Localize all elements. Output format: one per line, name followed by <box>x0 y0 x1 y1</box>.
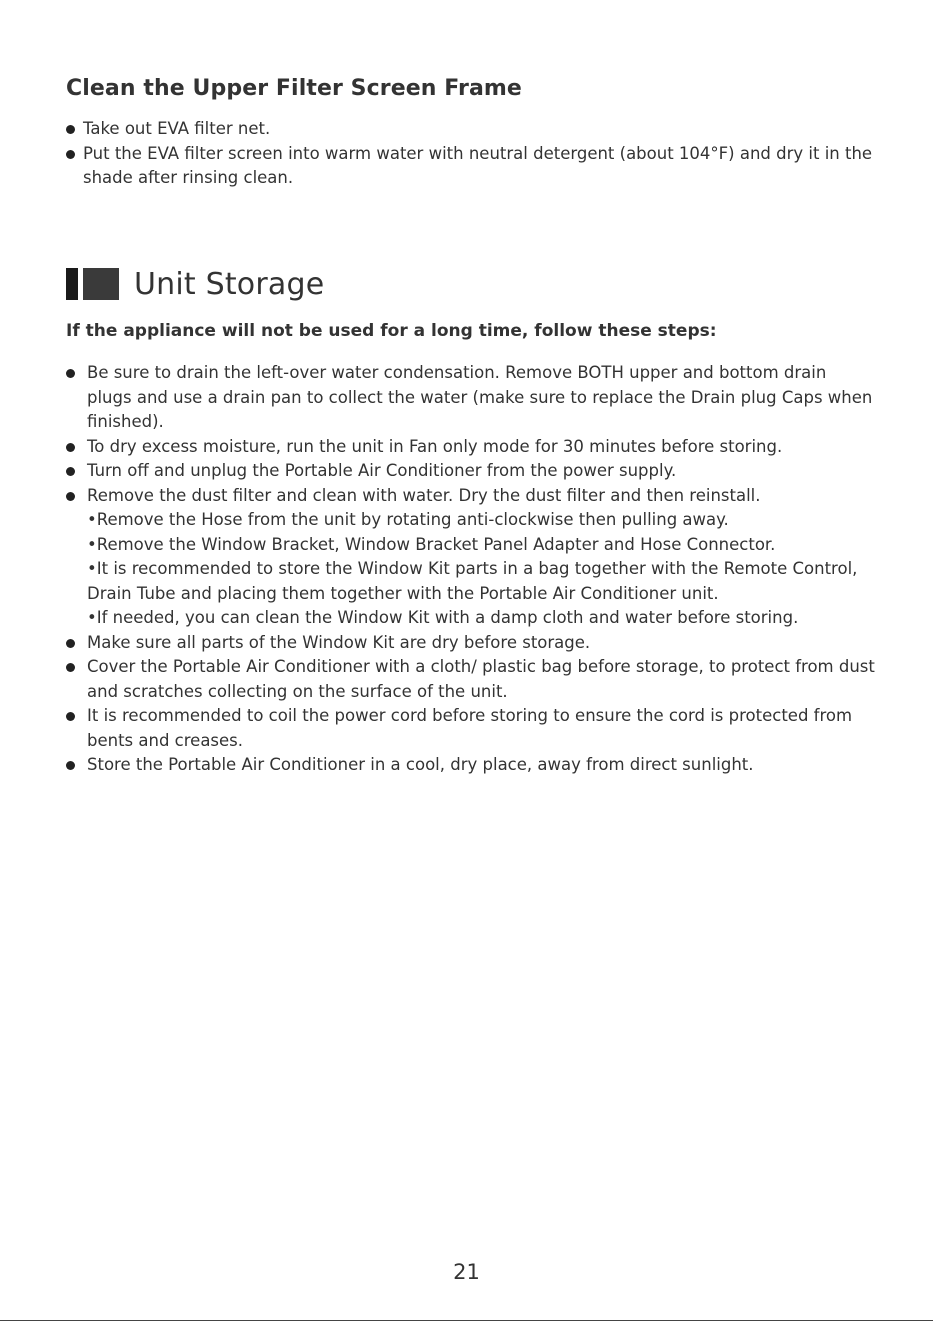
bullet-icon <box>66 467 75 476</box>
section-title-clean-filter: Clean the Upper Filter Screen Frame <box>66 76 522 101</box>
list-item <box>66 753 876 778</box>
page-bottom-divider <box>0 1320 933 1321</box>
heading-block-icon <box>83 268 119 300</box>
list-item-text: Put the EVA filter screen into warm water with neutral detergent (about 104°F) and dry it in the shade after rinsing clean. <box>83 143 873 187</box>
storage-steps-list <box>66 361 876 778</box>
clean-filter-list <box>66 117 886 191</box>
sub-item: •It is recommended to store the Window Kit parts in a bag together with the Remote Control, Drain Tube and placing them together with the Portable Air Conditioner unit. <box>87 559 858 603</box>
list-item-text: Make sure all parts of the Window Kit are dry before storage. <box>87 632 591 652</box>
list-item-text: Cover the Portable Air Conditioner with a cloth/ plastic bag before storage, to protect from dust and scratches collecting on the surface of the unit. <box>87 657 875 701</box>
bullet-icon <box>66 125 75 134</box>
bullet-icon <box>66 712 75 721</box>
bullet-icon <box>66 639 75 648</box>
bullet-icon <box>66 492 75 501</box>
sub-item: •Remove the Window Bracket, Window Bracket Panel Adapter and Hose Connector. <box>87 534 776 554</box>
list-item <box>66 459 876 484</box>
list-item-text: Remove the dust filter and clean with water. Dry the dust filter and then reinstall. <box>87 485 761 505</box>
list-item <box>66 361 876 435</box>
list-item-text: Store the Portable Air Conditioner in a cool, dry place, away from direct sunlight. <box>87 755 754 774</box>
bullet-icon <box>66 443 75 452</box>
sub-item: •Remove the Hose from the unit by rotating anti-clockwise then pulling away. <box>87 510 729 529</box>
list-item <box>66 142 886 191</box>
section-heading-unit-storage <box>66 266 324 302</box>
list-item <box>66 484 876 631</box>
list-item <box>66 704 876 753</box>
list-item-text: It is recommended to coil the power cord before storing to ensure the cord is protected from bents and creases. <box>87 706 853 750</box>
list-item-text: Be sure to drain the left-over water condensation. Remove BOTH upper and bottom drain plugs and use a drain pan to collect the water (make sure to replace the Drain plug Caps when finished). <box>87 363 873 431</box>
bullet-icon <box>66 663 75 672</box>
list-item <box>66 435 876 460</box>
section-title-unit-storage: Unit Storage <box>134 266 325 302</box>
bullet-icon <box>66 369 75 378</box>
list-item <box>66 117 886 142</box>
list-item-text: Take out EVA filter net. <box>83 119 271 138</box>
sub-item: •If needed, you can clean the Window Kit with a damp cloth and water before storing. <box>87 608 799 627</box>
bullet-icon <box>66 150 75 159</box>
list-item-text: To dry excess moisture, run the unit in Fan only mode for 30 minutes before storing. <box>87 436 783 456</box>
list-item <box>66 631 876 656</box>
list-item <box>66 655 876 704</box>
bullet-icon <box>66 761 75 770</box>
list-item-text: Turn off and unplug the Portable Air Conditioner from the power supply. <box>87 461 677 480</box>
page-number: 21 <box>453 1260 480 1284</box>
heading-bar-icon <box>66 268 78 300</box>
storage-subtitle: If the appliance will not be used for a long time, follow these steps: <box>66 321 717 341</box>
